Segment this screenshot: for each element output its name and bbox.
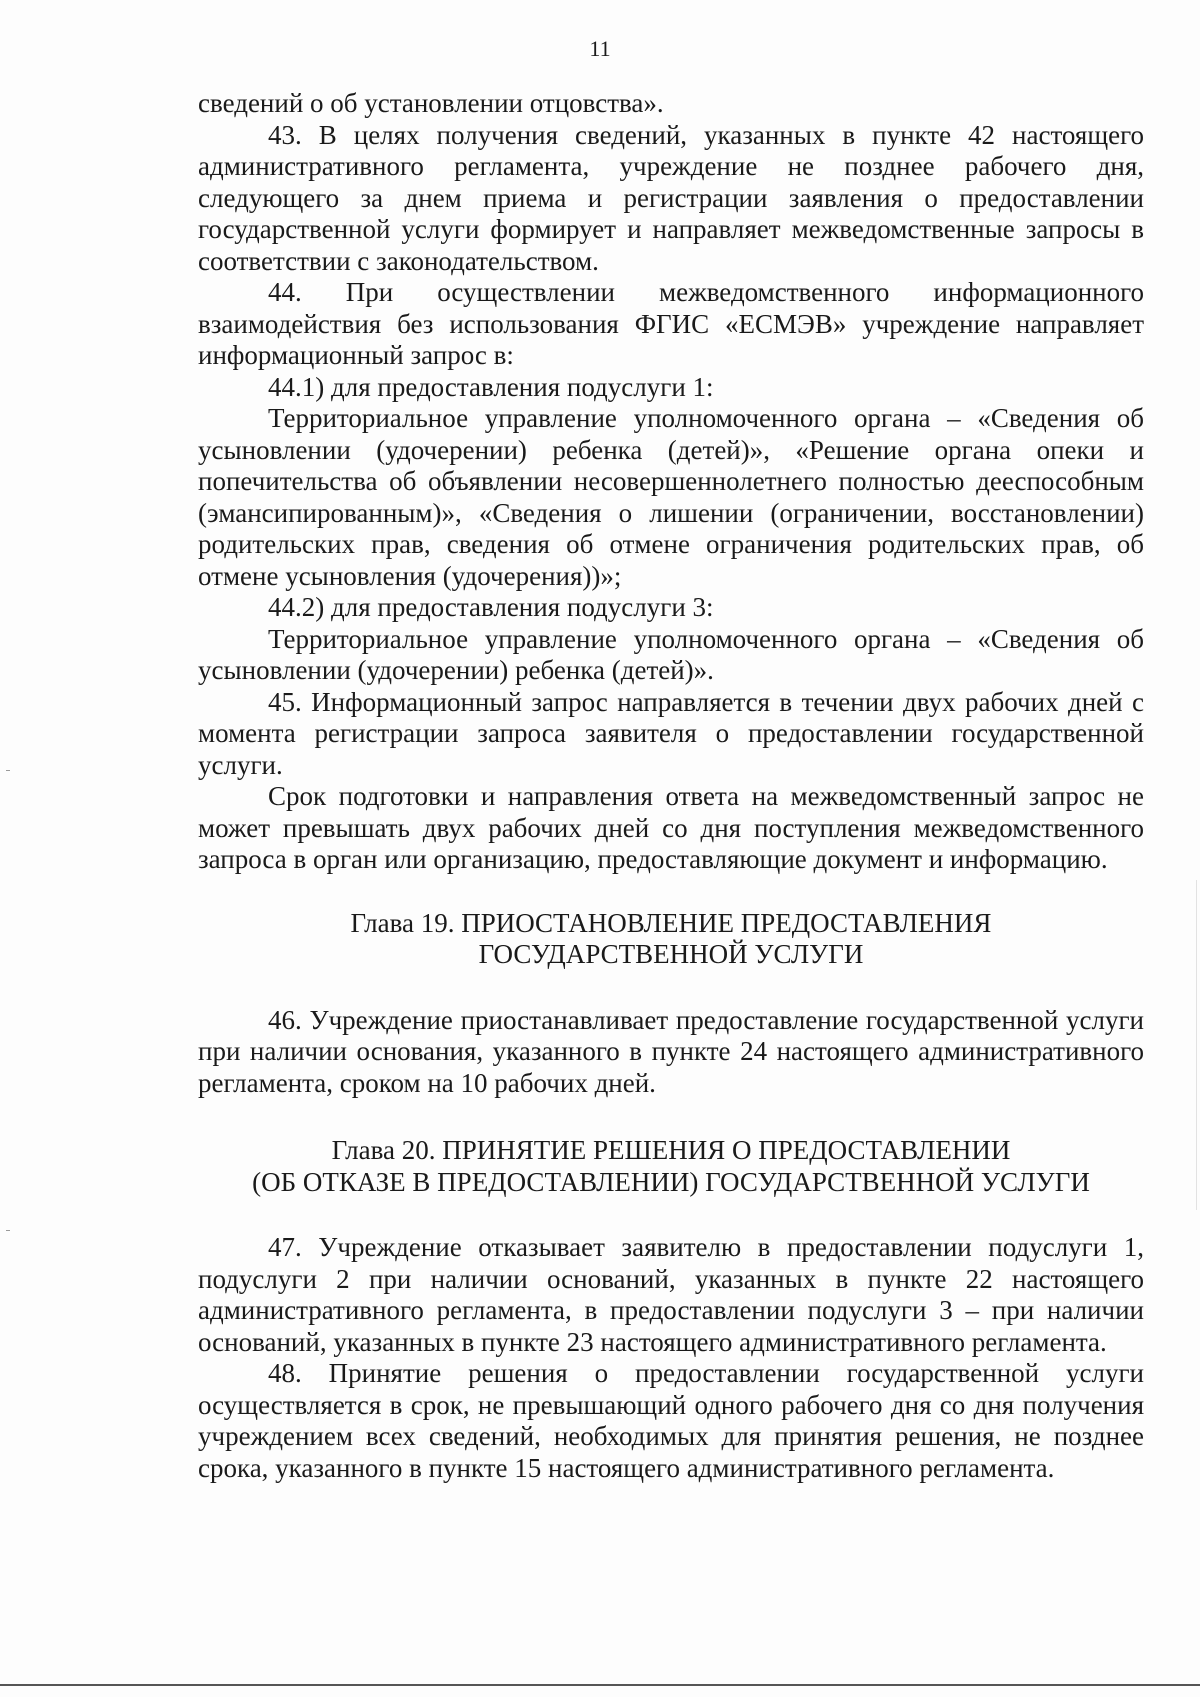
paragraph-45-deadline: Срок подготовки и направления ответа на межведомственный запрос не может превышать двух рабочих дней со дня поступления межведомственного запроса в орган или организацию, предоставляющие документ и информацию. [198,781,1144,874]
chapter-20-heading [198,1135,1144,1198]
chapter-19-heading [198,908,1144,971]
scan-margin-mark [6,770,10,771]
paragraph-44-1-text: Территориальное управление уполномоченного органа – «Сведения об усыновлении (удочерении) ребенка (детей)», «Решение органа опеки и попечительства об объявлении несовершеннолетнего полностью дееспособным (эмансипированным)», «Сведения о лишении (ограничении, восстановлении) родительских прав, сведения об отмене ограничения родительских прав, об отмене усыновления (удочерения))»; [198,403,1144,591]
paragraph-43: 43. В целях получения сведений, указанных в пункте 42 настоящего административного регламента, учреждение не позднее рабочего дня, следующего за днем приема и регистрации заявления о предоставлении государственной услуги формирует и направляет межведомственные запросы в соответствии с законодательством. [198,119,1144,276]
chapter-19-heading-line-2: ГОСУДАРСТВЕННОЙ УСЛУГИ [478,939,864,969]
chapter-20-heading-line-1: Глава 20. ПРИНЯТИЕ РЕШЕНИЯ О ПРЕДОСТАВЛЕНИИ [331,1135,1011,1165]
page-number: 11 [589,36,611,61]
scan-margin-mark [6,1230,10,1231]
chapter-20-heading-line-2: (ОБ ОТКАЗЕ В ПРЕДОСТАВЛЕНИИ) ГОСУДАРСТВЕННОЙ УСЛУГИ [252,1166,1090,1197]
page-bottom-edge [0,1684,1200,1686]
document-body [198,88,1144,1484]
paragraph-continuation: сведений о об установлении отцовства». [198,88,664,118]
paragraph-44-1: 44.1) для предоставления подуслуги 1: [268,371,714,402]
scan-edge-line [1196,880,1197,1210]
paragraph-45: 45. Информационный запрос направляется в течении двух рабочих дней с момента регистрации запроса заявителя о предоставлении государственной услуги. [198,686,1144,780]
chapter-19-heading-line-1: Глава 19. ПРИОСТАНОВЛЕНИЕ ПРЕДОСТАВЛЕНИЯ [350,907,992,938]
paragraph-44: 44. При осуществлении межведомственного информационного взаимодействия без использования ФГИС «ЕСМЭВ» учреждение направляет информационный запрос в: [198,277,1144,370]
paragraph-44-2: 44.2) для предоставления подуслуги 3: [268,592,714,622]
paragraph-46: 46. Учреждение приостанавливает предоставление государственной услуги при наличии основания, указанного в пункте 24 настоящего административного регламента, сроком на 10 рабочих дней. [198,1004,1144,1098]
paragraph-44-2-text: Территориальное управление уполномоченного органа – «Сведения об усыновлении (удочерении) ребенка (детей)». [198,623,1144,685]
paragraph-47: 47. Учреждение отказывает заявителю в предоставлении подуслуги 1, подуслуги 2 при наличии оснований, указанных в пункте 22 настоящего административного регламента, в предоставлении подуслуги 3 – при наличии оснований, указанных в пункте 23 настоящего административного регламента. [198,1232,1144,1357]
paragraph-48: 48. Принятие решения о предоставлении государственной услуги осуществляется в срок, не превышающий одного рабочего дня со дня получения учреждением всех сведений, необходимых для принятия решения, не позднее срока, указанного в пункте 15 настоящего административного регламента. [198,1358,1144,1483]
